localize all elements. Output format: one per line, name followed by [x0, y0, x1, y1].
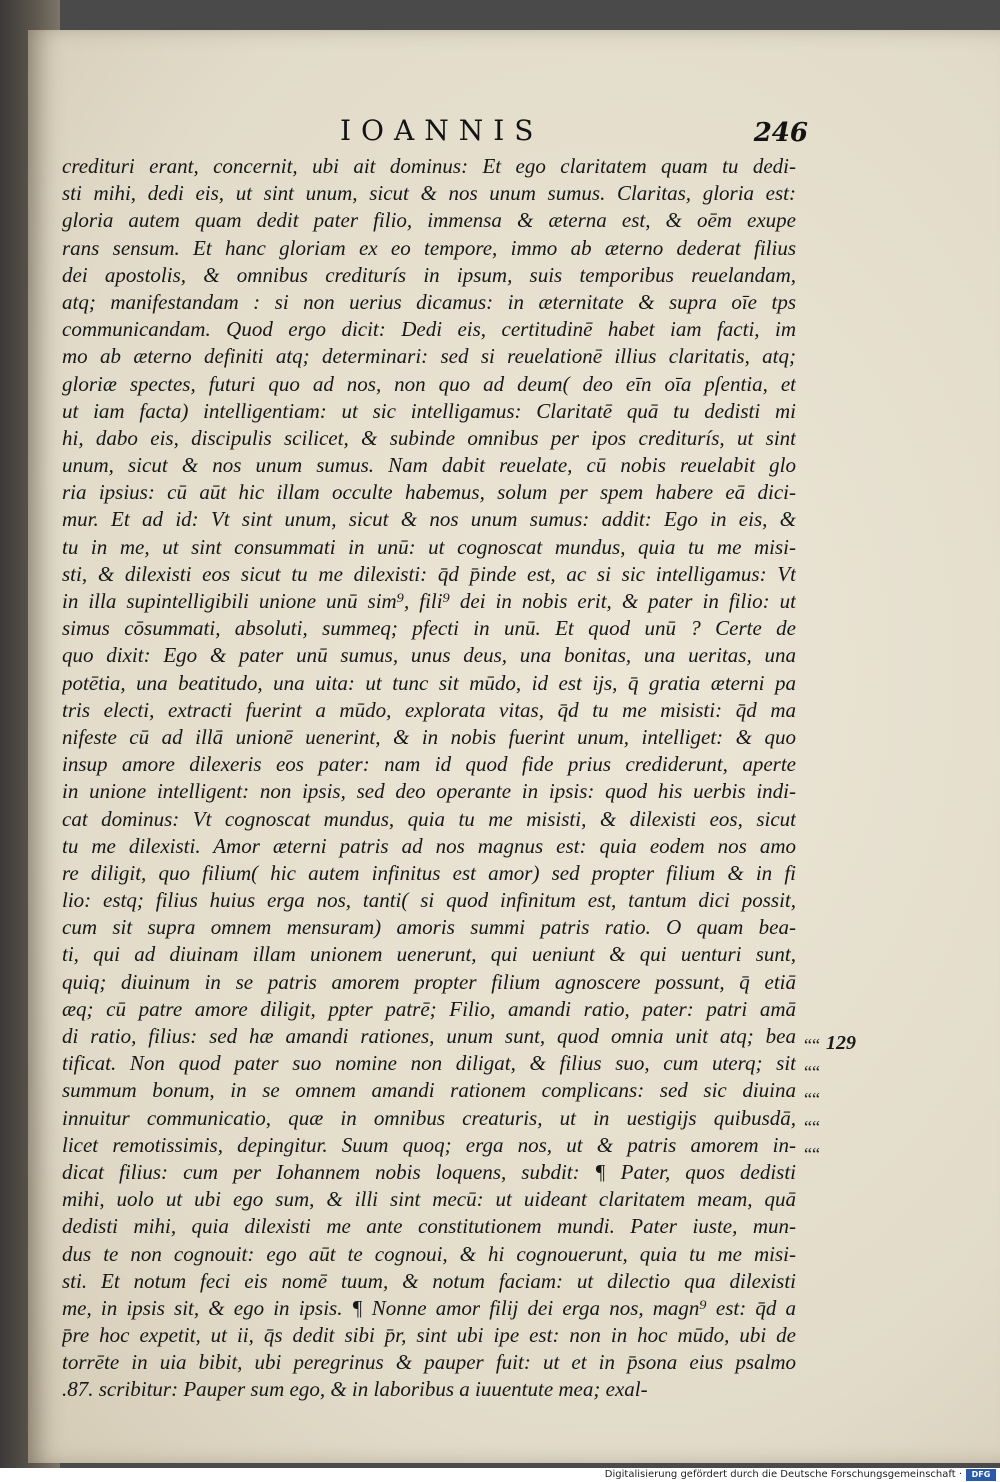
text-line: dicat filius: cum per Iohannem nobis loquens, subdit: ¶ Pater, quos dedisti: [62, 1159, 796, 1184]
margin-quote-mark: ““: [804, 1089, 820, 1110]
text-line: tu in me, ut sint consummati in unū: ut cognoscat mundus, quia tu me misi-: [62, 534, 796, 559]
text-line: æq; cū patre amore diligit, ppter patrē; Filio, amandi ratio, pater: patri amā: [62, 996, 796, 1021]
text-line: lio: estq; filius huius erga nos, tanti( si quod infinitum est, tantum dici possit,: [62, 888, 796, 913]
text-line: p̄re hoc expetit, ut ii, q̄s dedit sibi p̄r, sint ubi ipe est: non in hoc mūdo, ubi de: [62, 1323, 796, 1348]
text-line: tu me dilexisti. Amor æterni patris ad nos magnus est: quia eodem nos amo: [62, 833, 796, 858]
text-line: mihi, uolo ut ubi ego sum, & illi sint mecū: ut uideant claritatem meam, quā: [62, 1187, 796, 1212]
text-line: simus cōsummati, absoluti, summeq; pfecti in unū. Et quod unū ? Certe de: [62, 616, 796, 641]
margin-quote-mark: ““: [804, 1116, 820, 1137]
text-line: cat dominus: Vt cognoscat mundus, quia tu me misisti, & dilexisti eos, sicut: [62, 806, 796, 831]
text-line: mo ab æterno definiti atq; determinari: sed si reuelationē illius claritatis, atq;: [62, 344, 796, 369]
text-line: re diligit, quo filium( hic autem infinitus est amor) sed propter filium & in fi: [62, 860, 796, 885]
text-line: quo dixit: Ego & pater unū sumus, unus deus, una bonitas, una ueritas, una: [62, 643, 796, 668]
running-head: [328, 114, 808, 154]
page-number: 246: [753, 118, 808, 148]
margin-quote-mark: ““: [804, 1062, 820, 1083]
footer-credit: Digitalisierung gefördert durch die Deutsche Forschungsgemeinschaft ·: [604, 1469, 962, 1480]
text-line: licet remotissimis, depingitur. Suum quoq; erga nos, ut & patris amorem in-: [62, 1132, 796, 1157]
text-line: summum bonum, in se omnem amandi rationem complicans: sed sic diuina: [62, 1078, 796, 1103]
running-title: IOANNIS: [340, 114, 544, 147]
text-line: in unione intelligent: non ipsis, sed deo operante in ipsis: quod his uerbis indi-: [62, 779, 796, 804]
text-line: .87. scribitur: Pauper sum ego, & in laboribus a iuuentute mea; exal-: [62, 1377, 648, 1402]
text-line: tificat. Non quod pater suo nomine non diligat, & filius suo, cum uterq; sit: [62, 1051, 796, 1076]
text-line: communicandam. Quod ergo dicit: Dedi eis, certitudinē habet iam facti, im: [62, 317, 796, 342]
text-line: tris electi, extracti fuerint a mūdo, explorata vitas, q̄d tu me misisti: q̄d ma: [62, 697, 796, 722]
dfg-logo: DFG: [966, 1469, 996, 1481]
text-line: ut iam facta) intelligentiam: ut sic intelligamus: Claritatē quā tu dedisti mi: [62, 398, 796, 423]
text-line: unum, sicut & nos unum sumus. Nam dabit reuelate, cū nobis reuelabit glo: [62, 453, 796, 478]
text-line: gloria autem quam dedit pater filio, immensa & æterna est, & oēm exupe: [62, 208, 796, 233]
text-line: mur. Et ad id: Vt sint unum, sicut & nos unum sumus: addit: Ego in eis, &: [62, 507, 796, 532]
text-line: credituri erant, concernit, ubi ait dominus: Et ego claritatem quam tu dedi-: [62, 154, 796, 178]
text-line: cum sit supra omnem mensuram) amoris summi patris ratio. O quam bea-: [62, 915, 796, 940]
text-line: nifeste cū ad illā unionē uenerint, & in nobis fuerint unum, intelliget: & quo: [62, 724, 796, 749]
text-line: insup amore dilexeris eos pater: nam id quod fide prius crediderunt, aperte: [62, 752, 796, 777]
text-line: sti. Et notum feci eis nomē tuum, & notum faciam: ut dilectio qua dilexisti: [62, 1268, 796, 1293]
text-line: innuitur communicatio, quæ in omnibus creaturis, ut in uestigijs quibusdā,: [62, 1105, 796, 1130]
text-line: dedisti mihi, quia dilexisti me ante constitutionem mundi. Pater iuste, mun-: [62, 1214, 796, 1239]
text-line: me, in ipsis sit, & ego in ipsis. ¶ Nonne amor filij dei erga nos, magn⁹ est: q̄d a: [62, 1295, 796, 1320]
text-line: sti mihi, dedi eis, ut sint unum, sicut & nos unum sumus. Claritas, gloria est:: [62, 181, 796, 206]
text-line: sti, & dilexisti eos sicut tu me dilexisti: q̄d p̄inde est, ac si sic intelligamus: Vt: [62, 561, 796, 586]
margin-quote-mark: ““: [804, 1143, 820, 1164]
digitization-footer: [0, 1468, 1000, 1482]
text-line: ti, qui ad diuinam illam unionem uenerunt, qui ueniunt & qui uenturi sunt,: [62, 942, 796, 967]
margin-quote-mark: ““: [804, 1035, 820, 1055]
text-line: atq; manifestandam : si non uerius dicamus: in æternitate & supra oīe tps: [62, 289, 796, 314]
text-line: di ratio, filius: sed hæ amandi rationes, unum sunt, quod omnia unit atq; bea: [62, 1024, 796, 1048]
margin-number: 129: [826, 1032, 856, 1054]
book-page: [28, 30, 1000, 1463]
text-block: [62, 153, 796, 1404]
text-line: potētia, una beatitudo, una uita: ut tunc sit mūdo, id est ijs, q̄ gratia æterni pa: [62, 670, 796, 695]
text-line: gloriæ spectes, futuri quo ad nos, non quo ad deum( deo eīn oīa pſentia, et: [62, 371, 796, 396]
text-line: ria ipsius: cū aūt hic illam occulte habemus, solum per spem habere eā dici-: [62, 480, 796, 505]
text-line: in illa supintelligibili unione unū sim⁹, fili⁹ dei in nobis erit, & pater in filio: ut: [62, 589, 796, 613]
text-line: dus te non cognouit: ego aūt te cognoui, & hi cognouerunt, quia tu me misi-: [62, 1241, 796, 1266]
text-line: rans sensum. Et hanc gloriam ex eo tempore, immo ab æterno dederat filius: [62, 235, 796, 260]
text-line: hi, dabo eis, discipulis scilicet, & subinde omnibus per ipos crediturís, ut sint: [62, 425, 796, 450]
text-line: quiq; diuinum in se patris amorem propter filium agnoscere possunt, q̄ etiā: [62, 969, 796, 994]
text-line: dei apostolis, & omnibus crediturís in ipsum, suis temporibus reuelandam,: [62, 262, 796, 287]
text-line: torrēte in uia bibit, ubi peregrinus & pauper fuit: ut et in p̄sona eius psalmo: [62, 1350, 796, 1375]
